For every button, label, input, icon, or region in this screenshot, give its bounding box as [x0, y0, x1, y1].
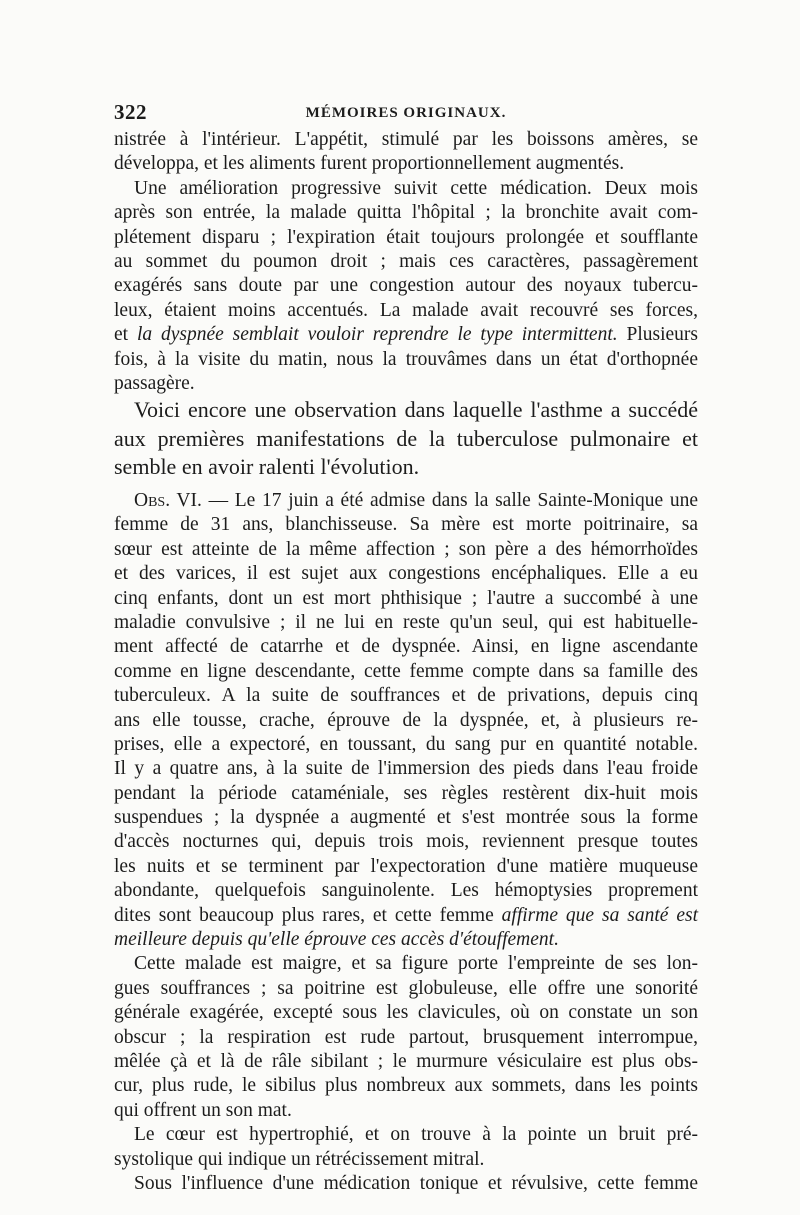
text-line: systolique qui indique un rétrécissement mitral.	[114, 1148, 485, 1170]
text-line: fois, à la visite du matin, nous la trouvâmes dans un état d'orthopnée	[114, 348, 698, 370]
text-line: plétement disparu ; l'expiration était toujours prolongée et soufflante	[114, 226, 698, 248]
italic-emphasis: affirme que sa santé est	[501, 904, 698, 926]
text-line: comme en ligne descendante, cette femme compte dans sa famille des	[114, 660, 698, 682]
text-line: obscur ; la respiration est rude partout, brusquement interrompue,	[114, 1026, 698, 1048]
text-line: passagère.	[114, 372, 195, 394]
observation-section	[114, 489, 698, 1196]
text-fragment: — Le 17 juin a été admise dans la salle Sainte-Monique une	[201, 490, 698, 511]
text-line: et des varices, il est sujet aux congestions encéphaliques. Elle a eu	[114, 563, 698, 585]
text-line: aux premières manifestations de la tuberculose pulmonaire et	[114, 425, 698, 451]
text-line: cur, plus rude, le sibilus plus nombreux aux sommets, dans les points	[114, 1075, 698, 1097]
italic-emphasis: meilleure depuis qu'elle éprouve ces accès d'étouffement.	[114, 929, 559, 951]
text-line: mêlée çà et là de râle sibilant ; le murmure vésiculaire est plus obs-	[114, 1050, 698, 1072]
page-number: 322	[114, 100, 147, 124]
text-line: semble en avoir ralenti l'évolution.	[114, 454, 420, 479]
text-line: Voici encore une observation dans laquelle l'asthme a succédé	[134, 397, 698, 422]
text-line	[114, 489, 698, 513]
text-line: cinq enfants, dont un est mort phthisique ; l'autre a succombé à une	[114, 587, 698, 609]
main-text-upper	[114, 128, 698, 396]
page-header	[114, 100, 698, 130]
italic-emphasis: la dyspnée semblait vouloir reprendre le type intermittent.	[136, 324, 618, 346]
text-fragment: Plusieurs	[617, 324, 698, 346]
text-line: abondante, quelquefois sanguinolente. Les hémoptysies proprement	[114, 880, 698, 902]
text-line: qui offrent un son mat.	[114, 1099, 292, 1121]
text-line: suspendues ; la dyspnée a augmenté et s'est montrée sous la forme	[114, 807, 698, 829]
text-line: maladie convulsive ; il ne lui en reste qu'un seul, qui est habituelle-	[114, 611, 698, 633]
text-line: au sommet du poumon droit ; mais ces caractères, passagèrement	[114, 250, 698, 272]
text-line: Une amélioration progressive suivit cette médication. Deux mois	[134, 177, 698, 199]
text-line: d'accès nocturnes qui, depuis trois mois, reviennent presque toutes	[114, 831, 698, 853]
text-line: générale exagérée, excepté sous les clavicules, où on constate un son	[114, 1002, 698, 1024]
text-line	[114, 323, 698, 347]
text-line: gues souffrances ; sa poitrine est globuleuse, elle offre une sonorité	[114, 977, 698, 999]
text-line: ans elle tousse, crache, éprouve de la dyspnée, et, à plusieurs re-	[114, 709, 698, 731]
text-line: leux, étaient moins accentués. La malade avait recouvré ses forces,	[114, 299, 698, 321]
running-title: MÉMOIRES ORIGINAUX.	[305, 105, 507, 121]
text-line: prises, elle a expectoré, en toussant, du sang pur en quantité notable.	[114, 733, 698, 755]
text-line: après son entrée, la malade quitta l'hôpital ; la bronchite avait com-	[114, 202, 698, 224]
text-line: exagérés sans doute par une congestion autour des noyaux tubercu-	[114, 275, 698, 297]
text-line: nistrée à l'intérieur. L'appétit, stimulé par les boissons amères, se	[114, 129, 698, 150]
text-line: femme de 31 ans, blanchisseuse. Sa mère est morte poitrinaire, sa	[114, 514, 698, 536]
text-line: Il y a quatre ans, à la suite de l'immersion des pieds dans l'eau froide	[114, 758, 698, 780]
text-line: tuberculeux. A la suite de souffrances et de privations, depuis cinq	[114, 685, 698, 707]
text-fragment: dites sont beaucoup plus rares, et cette femme	[114, 904, 502, 926]
text-line	[114, 904, 698, 928]
observation-label: Obs. VI.	[134, 490, 202, 511]
text-line: sœur est atteinte de la même affection ; son père a des hémorrhoïdes	[114, 538, 698, 560]
text-line: développa, et les aliments furent proportionnellement augmentés.	[114, 153, 625, 175]
text-fragment: et	[114, 324, 137, 346]
text-line: Le cœur est hypertrophié, et on trouve à la pointe un bruit pré-	[134, 1124, 698, 1146]
text-line: Cette malade est maigre, et sa figure porte l'empreinte de ses lon-	[134, 953, 698, 975]
intro-paragraph	[114, 396, 698, 482]
text-line: ment affecté de catarrhe et de dyspnée. Ainsi, en ligne ascendante	[114, 636, 698, 658]
text-line: les nuits et se terminent par l'expectoration d'une matière muqueuse	[114, 855, 698, 877]
text-line: Sous l'influence d'une médication tonique et révulsive, cette femme	[134, 1172, 698, 1194]
text-line: pendant la période cataméniale, ses règles restèrent dix-huit mois	[114, 782, 698, 804]
